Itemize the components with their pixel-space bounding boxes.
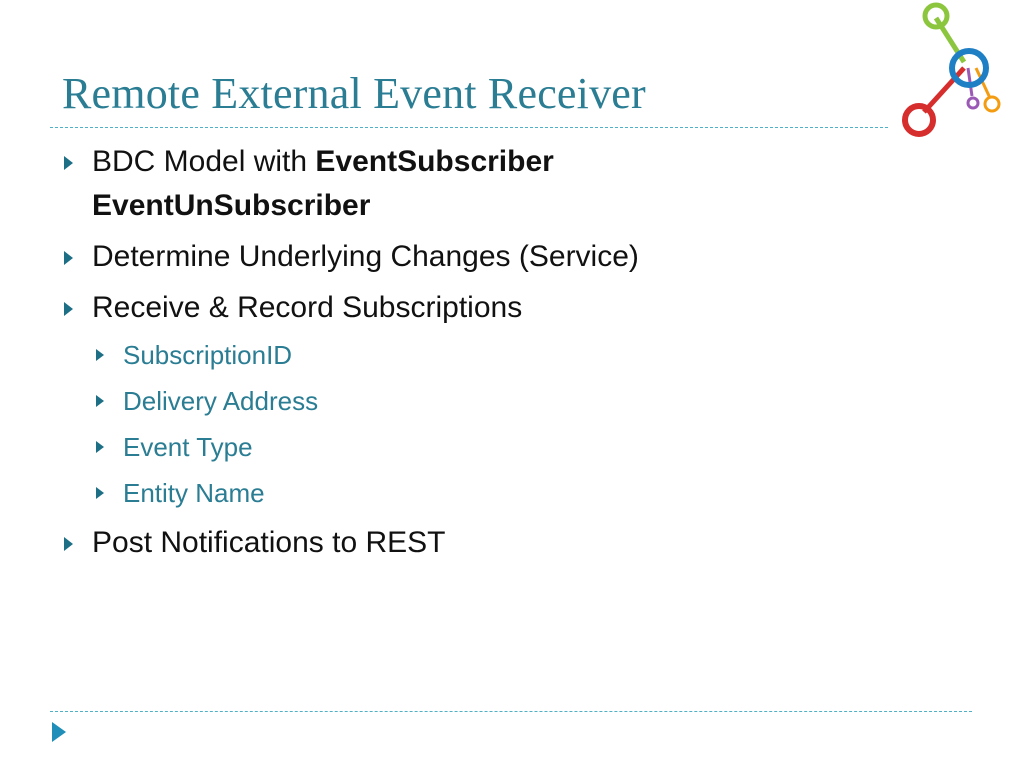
next-slide-arrow-icon[interactable] [52,722,66,742]
title-divider [50,127,888,128]
logo-connectors [924,18,990,112]
sub-bullet-text: SubscriptionID [123,340,293,370]
sub-bullet-entity-name [60,475,960,511]
bullet-bdc-model [60,140,960,228]
logo-circle-green [925,5,947,27]
bullet-arrow-icon [64,537,73,551]
sub-bullet-text: Event Type [123,432,253,462]
sub-bullet-event-type [60,429,960,465]
logo-circle-red [905,106,933,134]
sub-bullet-arrow-icon [96,441,104,453]
logo-circle-orange [985,97,999,111]
bullet-text: Receive & Record Subscriptions [92,291,523,324]
bullet-list [60,140,960,572]
bullet-arrow-icon [64,302,73,316]
bullet-text: Determine Underlying Changes (Service) [92,240,639,273]
logo-connector-red [924,68,964,112]
sub-bullet-arrow-icon [96,349,104,361]
sub-bullet-arrow-icon [96,487,104,499]
sub-bullet-text: Delivery Address [123,386,319,416]
bullet-post-notifications [60,521,960,565]
sub-bullet-arrow-icon [96,395,104,407]
bullet-determine-changes [60,235,960,279]
sub-bullet-delivery-address [60,383,960,419]
sub-bullet-text: Entity Name [123,478,265,508]
bullet-arrow-icon [64,156,73,170]
logo-circle-purple [968,98,978,108]
bullet-bold-eventsubscriber: EventSubscriber [315,145,554,178]
sub-bullet-subscription-id [60,337,960,373]
bullet-arrow-icon [64,251,73,265]
bullet-text: Post Notifications to REST [92,526,446,559]
slide-title: Remote External Event Receiver [62,69,646,118]
footer-divider [50,711,972,712]
connected-circles-logo [894,0,1024,140]
bullet-receive-record [60,286,960,330]
bullet-bold-eventunsubscriber: EventUnSubscriber [92,189,371,222]
bullet-text: BDC Model with [92,145,316,178]
